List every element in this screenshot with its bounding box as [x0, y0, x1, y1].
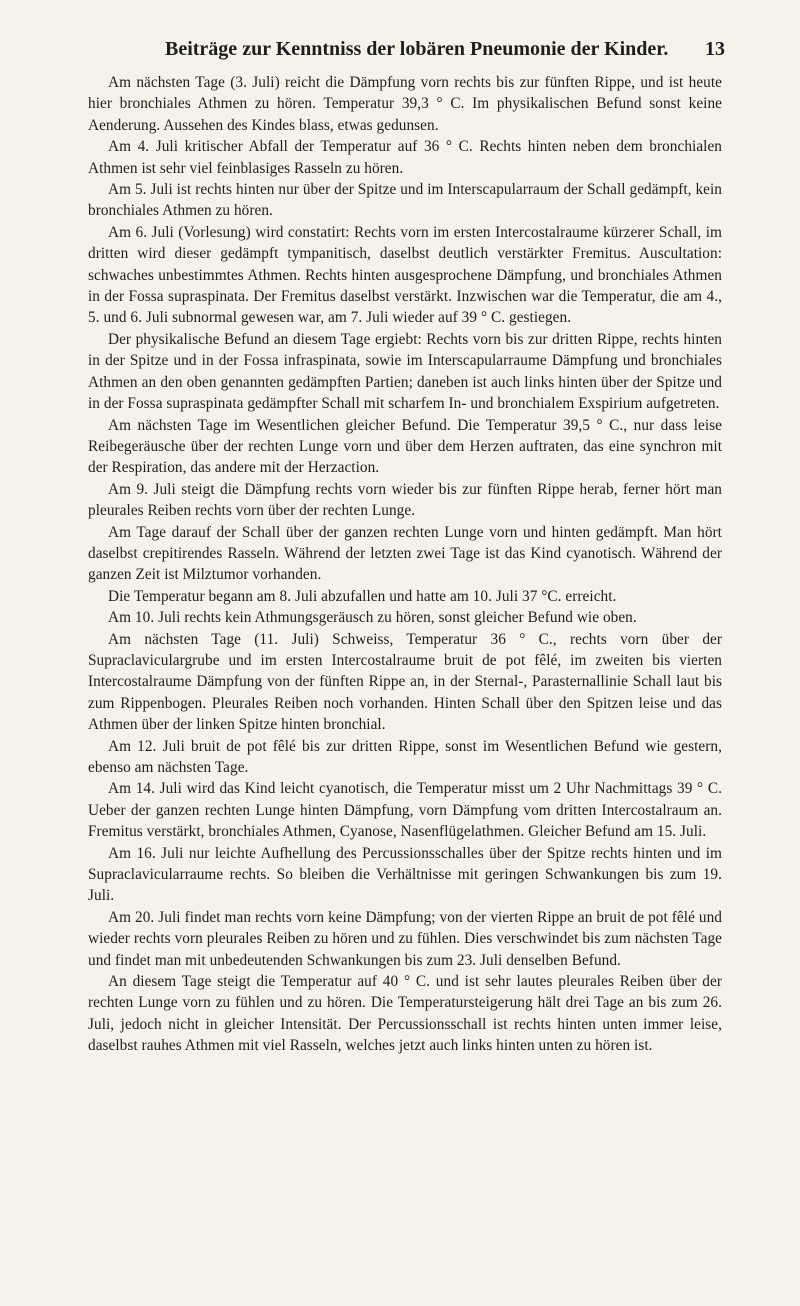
paragraph: Am 9. Juli steigt die Dämpfung rechts vorn wieder bis zur fünften Rippe herab, ferner hört man pleurales Reiben rechts vorn über der rechten Lunge.	[88, 480, 722, 520]
paragraph: Am 5. Juli ist rechts hinten nur über der Spitze und im Interscapularraum der Schall gedämpft, kein bronchiales Athmen zu hören.	[88, 181, 722, 220]
running-title: Beiträge zur Kenntniss der lobären Pneumonie der Kinder.	[165, 38, 669, 60]
paragraph: Am nächsten Tage (3. Juli) reicht die Dämpfung vorn rechts bis zur fünften Rippe, und ist heute hier bronchiales Athmen zu hören. Temperatur 39,3 ° C. Im physikalischen Befund sonst keine Aenderung. Aussehen des Kindes blass, etwas gedunsen.	[88, 74, 722, 134]
paragraph: Am Tage darauf der Schall über der ganzen rechten Lunge vorn und hinten gedämpft. Man hört daselbst crepitirendes Rasseln. Während der letzten zwei Tage ist das Kind cyanotisch. Während der ganzen Zeit ist Milztumor vorhanden.	[88, 523, 722, 584]
paragraph: Die Temperatur begann am 8. Juli abzufallen und hatte am 10. Juli 37 °C. erreicht.	[108, 587, 617, 605]
paragraph: Am 4. Juli kritischer Abfall der Temperatur auf 36 ° C. Rechts hinten neben dem bronchialen Athmen ist sehr viel feinblasiges Rasseln zu hören.	[88, 138, 722, 177]
paragraph: Am 14. Juli wird das Kind leicht cyanotisch, die Temperatur misst um 2 Uhr Nachmittags 39 ° C. Ueber der ganzen rechten Lunge hinten Dämpfung, vorn Dämpfung vom dritten Intercostalraum an. Fremitus verstärkt, bronchiales Athmen, Cyanose, Nasenflügelathmen. Gleicher Befund am 15. Juli.	[88, 780, 722, 841]
paragraph: Am 16. Juli nur leichte Aufhellung des Percussionsschalles über der Spitze rechts hinten und im Supraclavicularraume rechts. So bleiben die Verhältnisse mit geringen Schwankungen bis zum 19. Juli.	[88, 844, 722, 905]
body-text	[88, 72, 722, 1057]
paragraph: An diesem Tage steigt die Temperatur auf 40 ° C. und ist sehr lautes pleurales Reiben über der rechten Lunge vorn zu fühlen und zu hören. Die Temperatursteigerung hält drei Tage an bis zum 26. Juli, jedoch nicht in gleicher Intensität. Der Percussionsschall ist rechts hinten unten immer leise, daselbst rauhes Athmen mit viel Rasseln, welches jetzt auch links hinten unten zu hören ist.	[88, 973, 722, 1055]
paragraph: Am nächsten Tage im Wesentlichen gleicher Befund. Die Temperatur 39,5 ° C., nur dass leise Reibegeräusche über der rechten Lunge vorn und über dem Herzen auftraten, das eine synchron mit der Respiration, das andere mit der Herzaction.	[88, 416, 722, 477]
paragraph: Der physikalische Befund an diesem Tage ergiebt: Rechts vorn bis zur dritten Rippe, rechts hinten in der Spitze und in der Fossa infraspinata, sowie im Interscapularraume Dämpfung und bronchiales Athmen an den oben genannten gedämpften Partien; daneben ist auch links hinten über der Spitze und in der Fossa supraspinata gedämpfter Schall mit scharfem In- und bronchialem Exspirium aufgetreten.	[88, 330, 722, 413]
page-number: 13	[705, 38, 725, 60]
paragraph: Am 12. Juli bruit de pot fêlé bis zur dritten Rippe, sonst im Wesentlichen Befund wie gestern, ebenso am nächsten Tage.	[88, 737, 722, 776]
paragraph: Am 6. Juli (Vorlesung) wird constatirt: Rechts vorn im ersten Intercostalraume kürzerer Schall, im dritten wird dieser gedämpft tympanitisch, daselbst deutlich verstärkter Fremitus. Auscultation: schwaches unbestimmtes Athmen. Rechts hinten ausgesprochene Dämpfung, und bronchiales Athmen in der Fossa supraspinata. Der Fremitus daselbst verstärkt. Inzwischen war die Temperatur, die am 4., 5. und 6. Juli subnormal gewesen war, am 7. Juli wieder auf 39 ° C. gestiegen.	[88, 223, 722, 327]
running-head	[165, 38, 725, 68]
paragraph: Am nächsten Tage (11. Juli) Schweiss, Temperatur 36 ° C., rechts vorn über der Supraclaviculargrube und im ersten Intercostalraume bruit de pot fêlé, im zweiten bis vierten Intercostalraume Dämpfung von der fünften Rippe an, in der Sternal-, Parasternallinie Schall laut bis zum Rippenbogen. Pleurales Reiben noch vorhanden. Hinten Schall über den Spitzen leise und das Athmen über der linken Spitze hinten bronchial.	[88, 630, 722, 734]
paragraph: Am 20. Juli findet man rechts vorn keine Dämpfung; von der vierten Rippe an bruit de pot fêlé und wieder rechts vorn pleurales Reiben zu hören und zu fühlen. Dies verschwindet bis zum nächsten Tage und findet man mit unbedeutenden Schwankungen bis zum 23. Juli denselben Befund.	[88, 908, 722, 969]
paragraph: Am 10. Juli rechts kein Athmungsgeräusch zu hören, sonst gleicher Befund wie oben.	[108, 609, 637, 627]
